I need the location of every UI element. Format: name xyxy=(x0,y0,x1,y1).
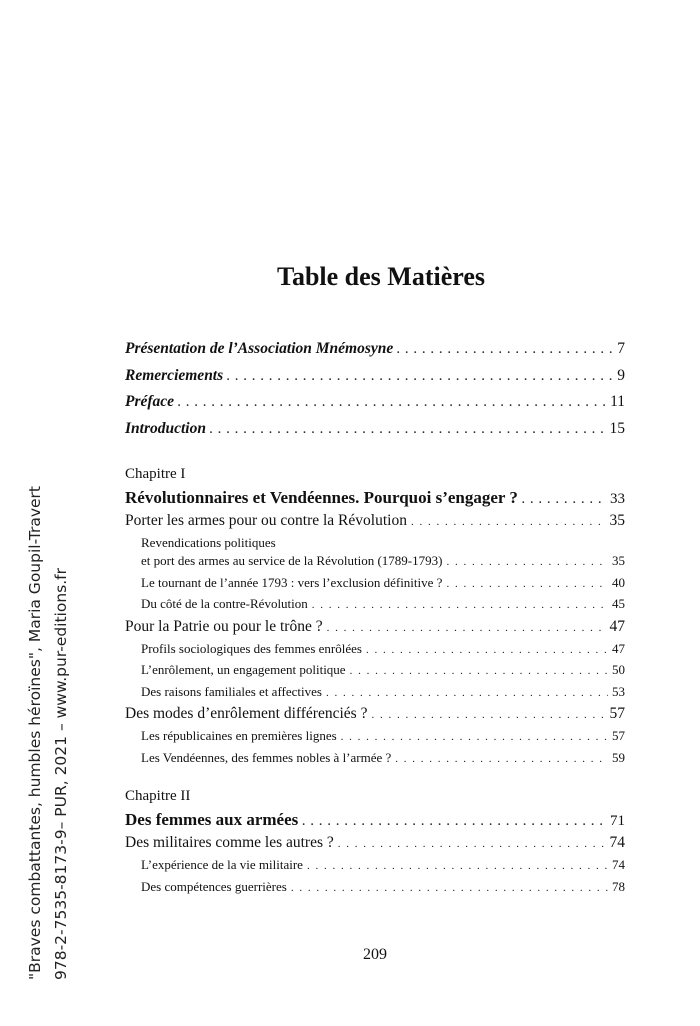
subsection-title: Les Vendéennes, des femmes nobles à l’armée ? xyxy=(141,749,392,765)
toc-entry-page: 53 xyxy=(612,683,625,699)
toc-chapter-2[interactable] xyxy=(125,810,625,834)
toc-entry-page: 15 xyxy=(609,419,625,437)
dot-leader xyxy=(397,344,613,356)
toc-section[interactable] xyxy=(125,705,625,728)
dot-leader xyxy=(327,622,606,634)
toc-entry-introduction[interactable] xyxy=(125,420,625,447)
toc-section[interactable] xyxy=(125,512,625,535)
subsection-title: Des compétences guerrières xyxy=(141,878,287,894)
subsection-title: Les républicaines en premières lignes xyxy=(141,728,337,743)
toc-subsection[interactable] xyxy=(125,641,625,663)
dot-leader xyxy=(350,665,608,677)
toc-subsection[interactable] xyxy=(125,684,625,706)
toc-entry-page: 11 xyxy=(610,393,625,410)
subsection-title: Des raisons familiales et affectives xyxy=(141,683,322,699)
dot-leader xyxy=(227,371,613,383)
toc-entry-page: 7 xyxy=(617,340,625,357)
toc-entry-title: Remerciements xyxy=(125,366,224,384)
dot-leader xyxy=(341,731,608,743)
dot-leader xyxy=(411,516,606,528)
page-title: Table des Matières xyxy=(277,262,485,291)
toc-entry-page: 74 xyxy=(612,857,625,872)
toc-entry-page: 33 xyxy=(610,491,625,507)
toc-entry-presentation[interactable] xyxy=(125,340,625,367)
toc-subsection[interactable] xyxy=(125,879,625,901)
toc-entry-page: 9 xyxy=(617,366,625,384)
subsection-title: Le tournant de l’année 1793 : vers l’exclusion définitive ? xyxy=(141,574,443,590)
dot-leader xyxy=(291,882,608,894)
chapter-title: Des femmes aux armées xyxy=(125,810,299,829)
toc-entry-preface[interactable] xyxy=(125,393,625,420)
section-title: Des modes d’enrôlement différenciés ? xyxy=(125,705,368,722)
toc-subsection[interactable] xyxy=(125,750,625,772)
section-title: Des militaires comme les autres ? xyxy=(125,834,334,851)
dot-leader xyxy=(312,599,608,611)
toc-entry-title: Introduction xyxy=(125,419,206,437)
dot-leader xyxy=(371,709,605,721)
subsection-title: Profils sociologiques des femmes enrôlées xyxy=(141,640,362,656)
dot-leader xyxy=(307,860,608,872)
toc-entry-page: 59 xyxy=(612,749,625,765)
toc-entry-page: 47 xyxy=(609,617,625,635)
dot-leader xyxy=(446,556,608,568)
subsection-title-line1: Revendications politiques xyxy=(141,535,276,550)
dot-leader xyxy=(446,578,608,590)
side-note-line-1: "Braves combattantes, humbles héroïnes", Maria Goupil-Travert xyxy=(26,486,44,980)
chapter-label: Chapitre II xyxy=(125,788,191,804)
toc-section[interactable] xyxy=(125,834,625,857)
dot-leader xyxy=(178,397,606,409)
table-of-contents xyxy=(125,340,625,900)
subsection-title: L’expérience de la vie militaire xyxy=(141,857,303,872)
dot-leader xyxy=(395,753,608,765)
toc-entry-page: 40 xyxy=(612,574,625,590)
dot-leader xyxy=(338,838,606,850)
chapter-label: Chapitre I xyxy=(125,466,186,482)
side-copyright-note xyxy=(22,486,74,980)
toc-entry-page: 50 xyxy=(612,662,625,677)
section-title: Pour la Patrie ou pour le trône ? xyxy=(125,617,323,635)
toc-entry-title: Préface xyxy=(125,393,175,410)
dot-leader xyxy=(210,424,606,436)
toc-entry-page: 35 xyxy=(612,553,625,568)
chapter-title: Révolutionnaires et Vendéennes. Pourquoi s’engager ? xyxy=(125,488,518,507)
toc-subsection[interactable] xyxy=(125,575,625,597)
toc-entry-page: 74 xyxy=(609,834,625,851)
toc-subsection[interactable] xyxy=(125,553,625,575)
dot-leader xyxy=(366,644,608,656)
toc-entry-page: 35 xyxy=(609,512,625,529)
toc-subsection[interactable] xyxy=(125,662,625,684)
toc-subsection[interactable] xyxy=(125,728,625,750)
toc-entry-page: 57 xyxy=(609,705,625,722)
toc-entry-page: 45 xyxy=(612,596,625,611)
toc-subsection[interactable] xyxy=(125,857,625,879)
page-number: 209 xyxy=(363,946,387,963)
toc-subsection[interactable] xyxy=(125,596,625,618)
subsection-title: Du côté de la contre-Révolution xyxy=(141,596,308,611)
toc-entry-title: Présentation de l’Association Mnémosyne xyxy=(125,340,394,357)
subsection-title: et port des armes au service de la Révolution (1789-1793) xyxy=(141,553,443,568)
toc-entry-page: 57 xyxy=(612,728,625,743)
dot-leader xyxy=(522,494,606,506)
toc-entry-page: 47 xyxy=(612,640,625,656)
toc-section[interactable] xyxy=(125,618,625,641)
toc-chapter-1[interactable] xyxy=(125,488,625,512)
toc-entry-remerciements[interactable] xyxy=(125,367,625,394)
toc-entry-page: 78 xyxy=(612,878,625,894)
section-title: Porter les armes pour ou contre la Révolution xyxy=(125,512,407,529)
toc-entry-page: 71 xyxy=(610,813,625,829)
side-note-line-2: 978-2-7535-8173-9– PUR, 2021 – www.pur-editions.fr xyxy=(52,568,70,980)
subsection-title: L’enrôlement, un engagement politique xyxy=(141,662,346,677)
dot-leader xyxy=(302,816,606,828)
dot-leader xyxy=(326,687,608,699)
